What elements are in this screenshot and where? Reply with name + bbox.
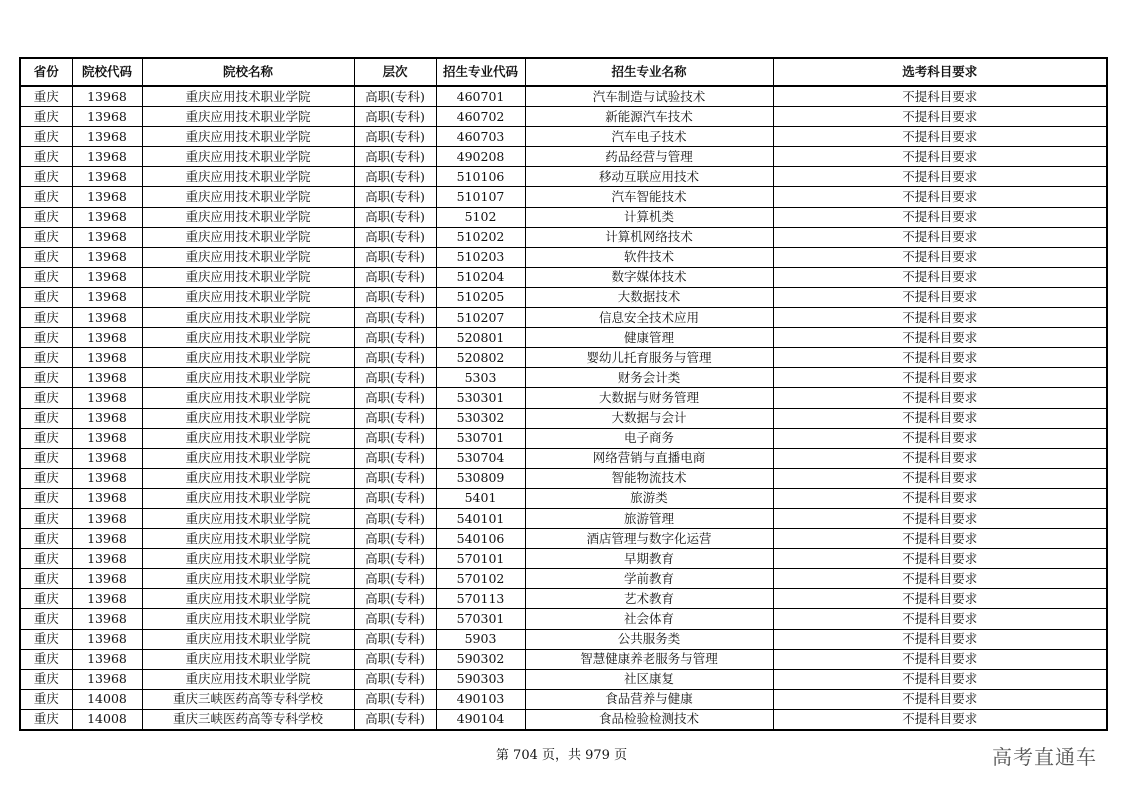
cell-school-code: 13968: [72, 488, 142, 508]
cell-major-name: 旅游类: [525, 488, 773, 508]
cell-province: 重庆: [20, 408, 72, 428]
cell-major-code: 570101: [436, 549, 525, 569]
cell-school-code: 13968: [72, 609, 142, 629]
cell-province: 重庆: [20, 629, 72, 649]
cell-level: 高职(专科): [354, 187, 436, 207]
cell-major-name: 财务会计类: [525, 368, 773, 388]
cell-school-code: 13968: [72, 529, 142, 549]
cell-major-name: 汽车电子技术: [525, 127, 773, 147]
table-row: [20, 388, 1107, 408]
cell-school-name: 重庆应用技术职业学院: [142, 589, 354, 609]
table-row: [20, 468, 1107, 488]
cell-school-name: 重庆应用技术职业学院: [142, 448, 354, 468]
cell-school-name: 重庆应用技术职业学院: [142, 227, 354, 247]
cell-level: 高职(专科): [354, 709, 436, 730]
cell-province: 重庆: [20, 709, 72, 730]
cell-province: 重庆: [20, 428, 72, 448]
cell-major-name: 计算机类: [525, 207, 773, 227]
cell-level: 高职(专科): [354, 287, 436, 307]
cell-subject-requirement: 不提科目要求: [773, 227, 1107, 247]
watermark-text: 高考直通车: [992, 745, 1097, 769]
table-row: [20, 649, 1107, 669]
cell-school-code: 13968: [72, 187, 142, 207]
table-row: [20, 488, 1107, 508]
cell-province: 重庆: [20, 468, 72, 488]
table-row: [20, 508, 1107, 528]
cell-subject-requirement: 不提科目要求: [773, 127, 1107, 147]
cell-major-name: 软件技术: [525, 247, 773, 267]
cell-major-code: 5303: [436, 368, 525, 388]
cell-school-code: 13968: [72, 589, 142, 609]
cell-level: 高职(专科): [354, 428, 436, 448]
cell-school-name: 重庆应用技术职业学院: [142, 267, 354, 287]
cell-level: 高职(专科): [354, 388, 436, 408]
cell-school-name: 重庆应用技术职业学院: [142, 207, 354, 227]
cell-province: 重庆: [20, 689, 72, 709]
cell-subject-requirement: 不提科目要求: [773, 247, 1107, 267]
cell-major-code: 570301: [436, 609, 525, 629]
cell-province: 重庆: [20, 669, 72, 689]
cell-school-code: 13968: [72, 267, 142, 287]
cell-school-code: 13968: [72, 368, 142, 388]
table-row: [20, 368, 1107, 388]
cell-subject-requirement: 不提科目要求: [773, 267, 1107, 287]
cell-major-name: 酒店管理与数字化运营: [525, 529, 773, 549]
cell-major-name: 网络营销与直播电商: [525, 448, 773, 468]
table-body: [20, 86, 1107, 730]
cell-major-code: 460703: [436, 127, 525, 147]
cell-major-name: 大数据与会计: [525, 408, 773, 428]
cell-major-code: 510203: [436, 247, 525, 267]
cell-subject-requirement: 不提科目要求: [773, 107, 1107, 127]
cell-school-code: 13968: [72, 408, 142, 428]
cell-province: 重庆: [20, 127, 72, 147]
cell-school-name: 重庆应用技术职业学院: [142, 247, 354, 267]
cell-province: 重庆: [20, 549, 72, 569]
cell-province: 重庆: [20, 488, 72, 508]
cell-level: 高职(专科): [354, 107, 436, 127]
cell-major-name: 汽车智能技术: [525, 187, 773, 207]
cell-major-code: 590302: [436, 649, 525, 669]
table-row: [20, 308, 1107, 328]
cell-province: 重庆: [20, 107, 72, 127]
cell-subject-requirement: 不提科目要求: [773, 529, 1107, 549]
cell-school-code: 14008: [72, 709, 142, 730]
cell-school-code: 13968: [72, 287, 142, 307]
cell-school-name: 重庆应用技术职业学院: [142, 348, 354, 368]
cell-level: 高职(专科): [354, 609, 436, 629]
cell-major-code: 510205: [436, 287, 525, 307]
cell-major-code: 530301: [436, 388, 525, 408]
cell-major-code: 510202: [436, 227, 525, 247]
cell-school-code: 13968: [72, 669, 142, 689]
table-row: [20, 267, 1107, 287]
cell-subject-requirement: 不提科目要求: [773, 549, 1107, 569]
table-row: [20, 86, 1107, 107]
column-header-subject-requirement: 选考科目要求: [773, 58, 1107, 86]
cell-school-name: 重庆应用技术职业学院: [142, 308, 354, 328]
cell-province: 重庆: [20, 86, 72, 107]
cell-major-name: 婴幼儿托育服务与管理: [525, 348, 773, 368]
cell-level: 高职(专科): [354, 629, 436, 649]
cell-level: 高职(专科): [354, 368, 436, 388]
cell-major-name: 健康管理: [525, 328, 773, 348]
cell-province: 重庆: [20, 227, 72, 247]
table-row: [20, 569, 1107, 589]
cell-major-code: 5903: [436, 629, 525, 649]
cell-subject-requirement: 不提科目要求: [773, 468, 1107, 488]
cell-province: 重庆: [20, 368, 72, 388]
cell-major-name: 食品检验检测技术: [525, 709, 773, 730]
cell-major-name: 药品经营与管理: [525, 147, 773, 167]
cell-level: 高职(专科): [354, 508, 436, 528]
table-row: [20, 328, 1107, 348]
cell-school-name: 重庆应用技术职业学院: [142, 328, 354, 348]
cell-level: 高职(专科): [354, 529, 436, 549]
cell-subject-requirement: 不提科目要求: [773, 589, 1107, 609]
cell-level: 高职(专科): [354, 207, 436, 227]
cell-school-code: 13968: [72, 428, 142, 448]
cell-school-name: 重庆应用技术职业学院: [142, 669, 354, 689]
table-row: [20, 408, 1107, 428]
cell-level: 高职(专科): [354, 488, 436, 508]
cell-level: 高职(专科): [354, 569, 436, 589]
cell-school-code: 13968: [72, 388, 142, 408]
cell-school-code: 13968: [72, 549, 142, 569]
cell-major-code: 530809: [436, 468, 525, 488]
cell-major-name: 大数据技术: [525, 287, 773, 307]
cell-subject-requirement: 不提科目要求: [773, 388, 1107, 408]
cell-school-code: 13968: [72, 127, 142, 147]
cell-subject-requirement: 不提科目要求: [773, 147, 1107, 167]
cell-major-name: 智能物流技术: [525, 468, 773, 488]
cell-major-code: 490103: [436, 689, 525, 709]
table-row: [20, 247, 1107, 267]
cell-school-code: 13968: [72, 86, 142, 107]
page-number: 第 704 页，共 979 页: [495, 748, 628, 763]
cell-province: 重庆: [20, 267, 72, 287]
table-row: [20, 609, 1107, 629]
cell-level: 高职(专科): [354, 147, 436, 167]
cell-major-name: 智慧健康养老服务与管理: [525, 649, 773, 669]
cell-school-name: 重庆应用技术职业学院: [142, 529, 354, 549]
column-header-level: 层次: [354, 58, 436, 86]
cell-subject-requirement: 不提科目要求: [773, 448, 1107, 468]
cell-major-name: 公共服务类: [525, 629, 773, 649]
cell-province: 重庆: [20, 348, 72, 368]
cell-province: 重庆: [20, 388, 72, 408]
cell-major-code: 540101: [436, 508, 525, 528]
cell-school-code: 13968: [72, 569, 142, 589]
cell-level: 高职(专科): [354, 408, 436, 428]
cell-subject-requirement: 不提科目要求: [773, 207, 1107, 227]
cell-level: 高职(专科): [354, 227, 436, 247]
table-row: [20, 167, 1107, 187]
cell-school-code: 13968: [72, 468, 142, 488]
cell-province: 重庆: [20, 207, 72, 227]
table-row: [20, 428, 1107, 448]
cell-school-name: 重庆应用技术职业学院: [142, 508, 354, 528]
cell-school-name: 重庆应用技术职业学院: [142, 86, 354, 107]
table-row: [20, 147, 1107, 167]
cell-major-code: 510107: [436, 187, 525, 207]
cell-school-name: 重庆应用技术职业学院: [142, 127, 354, 147]
cell-province: 重庆: [20, 328, 72, 348]
table-row: [20, 529, 1107, 549]
cell-major-code: 510204: [436, 267, 525, 287]
cell-school-name: 重庆应用技术职业学院: [142, 107, 354, 127]
table-row: [20, 589, 1107, 609]
cell-major-name: 数字媒体技术: [525, 267, 773, 287]
cell-province: 重庆: [20, 187, 72, 207]
cell-major-code: 510106: [436, 167, 525, 187]
cell-subject-requirement: 不提科目要求: [773, 508, 1107, 528]
cell-major-code: 530701: [436, 428, 525, 448]
table-row: [20, 448, 1107, 468]
cell-school-code: 13968: [72, 147, 142, 167]
cell-school-code: 13968: [72, 328, 142, 348]
cell-school-name: 重庆应用技术职业学院: [142, 649, 354, 669]
cell-school-code: 13968: [72, 508, 142, 528]
column-header-province: 省份: [20, 58, 72, 86]
table-row: [20, 689, 1107, 709]
table-row: [20, 187, 1107, 207]
cell-school-code: 13968: [72, 107, 142, 127]
cell-major-name: 移动互联应用技术: [525, 167, 773, 187]
cell-school-code: 13968: [72, 227, 142, 247]
cell-level: 高职(专科): [354, 649, 436, 669]
cell-major-code: 590303: [436, 669, 525, 689]
table-row: [20, 549, 1107, 569]
cell-subject-requirement: 不提科目要求: [773, 669, 1107, 689]
cell-major-code: 570102: [436, 569, 525, 589]
cell-major-code: 570113: [436, 589, 525, 609]
cell-province: 重庆: [20, 508, 72, 528]
cell-major-code: 460701: [436, 86, 525, 107]
cell-level: 高职(专科): [354, 328, 436, 348]
cell-school-name: 重庆应用技术职业学院: [142, 428, 354, 448]
cell-major-name: 汽车制造与试验技术: [525, 86, 773, 107]
cell-school-code: 13968: [72, 448, 142, 468]
cell-level: 高职(专科): [354, 267, 436, 287]
column-header-school-code: 院校代码: [72, 58, 142, 86]
table-row: [20, 287, 1107, 307]
table-header: [20, 58, 1107, 86]
cell-major-code: 520801: [436, 328, 525, 348]
table-row: [20, 107, 1107, 127]
cell-school-code: 13968: [72, 348, 142, 368]
table-row: [20, 629, 1107, 649]
cell-subject-requirement: 不提科目要求: [773, 609, 1107, 629]
cell-major-name: 早期教育: [525, 549, 773, 569]
cell-major-name: 社区康复: [525, 669, 773, 689]
cell-school-code: 13968: [72, 167, 142, 187]
cell-province: 重庆: [20, 589, 72, 609]
cell-province: 重庆: [20, 569, 72, 589]
cell-major-name: 新能源汽车技术: [525, 107, 773, 127]
cell-major-name: 旅游管理: [525, 508, 773, 528]
cell-level: 高职(专科): [354, 468, 436, 488]
cell-major-code: 5102: [436, 207, 525, 227]
cell-province: 重庆: [20, 147, 72, 167]
cell-school-name: 重庆三峡医药高等专科学校: [142, 689, 354, 709]
table-row: [20, 127, 1107, 147]
cell-subject-requirement: 不提科目要求: [773, 86, 1107, 107]
cell-major-name: 电子商务: [525, 428, 773, 448]
cell-subject-requirement: 不提科目要求: [773, 368, 1107, 388]
column-header-major-code: 招生专业代码: [436, 58, 525, 86]
cell-school-code: 13968: [72, 308, 142, 328]
cell-school-name: 重庆应用技术职业学院: [142, 629, 354, 649]
cell-province: 重庆: [20, 167, 72, 187]
cell-level: 高职(专科): [354, 669, 436, 689]
cell-school-name: 重庆应用技术职业学院: [142, 549, 354, 569]
cell-province: 重庆: [20, 649, 72, 669]
header-row: [20, 58, 1107, 86]
cell-school-name: 重庆应用技术职业学院: [142, 287, 354, 307]
cell-level: 高职(专科): [354, 308, 436, 328]
cell-major-code: 5401: [436, 488, 525, 508]
cell-level: 高职(专科): [354, 167, 436, 187]
cell-subject-requirement: 不提科目要求: [773, 308, 1107, 328]
cell-province: 重庆: [20, 308, 72, 328]
cell-major-code: 530302: [436, 408, 525, 428]
cell-level: 高职(专科): [354, 86, 436, 107]
cell-level: 高职(专科): [354, 127, 436, 147]
cell-subject-requirement: 不提科目要求: [773, 488, 1107, 508]
cell-province: 重庆: [20, 529, 72, 549]
cell-school-name: 重庆应用技术职业学院: [142, 488, 354, 508]
cell-subject-requirement: 不提科目要求: [773, 348, 1107, 368]
cell-subject-requirement: 不提科目要求: [773, 187, 1107, 207]
cell-subject-requirement: 不提科目要求: [773, 689, 1107, 709]
cell-province: 重庆: [20, 287, 72, 307]
cell-school-name: 重庆应用技术职业学院: [142, 468, 354, 488]
cell-school-code: 13968: [72, 649, 142, 669]
cell-school-code: 13968: [72, 629, 142, 649]
cell-school-code: 13968: [72, 207, 142, 227]
cell-major-name: 食品营养与健康: [525, 689, 773, 709]
cell-school-name: 重庆应用技术职业学院: [142, 569, 354, 589]
cell-major-code: 530704: [436, 448, 525, 468]
cell-subject-requirement: 不提科目要求: [773, 408, 1107, 428]
cell-school-code: 14008: [72, 689, 142, 709]
column-header-school-name: 院校名称: [142, 58, 354, 86]
cell-province: 重庆: [20, 247, 72, 267]
cell-major-name: 社会体育: [525, 609, 773, 629]
cell-school-name: 重庆应用技术职业学院: [142, 408, 354, 428]
cell-level: 高职(专科): [354, 589, 436, 609]
cell-subject-requirement: 不提科目要求: [773, 287, 1107, 307]
cell-subject-requirement: 不提科目要求: [773, 629, 1107, 649]
table-row: [20, 709, 1107, 730]
cell-major-code: 520802: [436, 348, 525, 368]
cell-subject-requirement: 不提科目要求: [773, 428, 1107, 448]
cell-major-name: 大数据与财务管理: [525, 388, 773, 408]
cell-subject-requirement: 不提科目要求: [773, 569, 1107, 589]
cell-major-code: 540106: [436, 529, 525, 549]
table-row: [20, 227, 1107, 247]
cell-subject-requirement: 不提科目要求: [773, 167, 1107, 187]
cell-school-name: 重庆应用技术职业学院: [142, 147, 354, 167]
table-row: [20, 207, 1107, 227]
cell-school-name: 重庆应用技术职业学院: [142, 187, 354, 207]
admission-table: [19, 57, 1108, 731]
cell-subject-requirement: 不提科目要求: [773, 649, 1107, 669]
column-header-major-name: 招生专业名称: [525, 58, 773, 86]
table-row: [20, 669, 1107, 689]
cell-major-code: 490104: [436, 709, 525, 730]
cell-level: 高职(专科): [354, 247, 436, 267]
cell-major-code: 510207: [436, 308, 525, 328]
cell-school-name: 重庆应用技术职业学院: [142, 368, 354, 388]
cell-level: 高职(专科): [354, 549, 436, 569]
cell-major-code: 490208: [436, 147, 525, 167]
cell-level: 高职(专科): [354, 689, 436, 709]
cell-major-name: 艺术教育: [525, 589, 773, 609]
cell-subject-requirement: 不提科目要求: [773, 709, 1107, 730]
cell-major-name: 信息安全技术应用: [525, 308, 773, 328]
cell-subject-requirement: 不提科目要求: [773, 328, 1107, 348]
table-row: [20, 348, 1107, 368]
cell-school-name: 重庆应用技术职业学院: [142, 609, 354, 629]
cell-school-name: 重庆应用技术职业学院: [142, 388, 354, 408]
cell-school-name: 重庆三峡医药高等专科学校: [142, 709, 354, 730]
cell-major-name: 计算机网络技术: [525, 227, 773, 247]
cell-major-code: 460702: [436, 107, 525, 127]
cell-major-name: 学前教育: [525, 569, 773, 589]
cell-level: 高职(专科): [354, 348, 436, 368]
cell-level: 高职(专科): [354, 448, 436, 468]
cell-province: 重庆: [20, 609, 72, 629]
cell-school-name: 重庆应用技术职业学院: [142, 167, 354, 187]
cell-province: 重庆: [20, 448, 72, 468]
cell-school-code: 13968: [72, 247, 142, 267]
